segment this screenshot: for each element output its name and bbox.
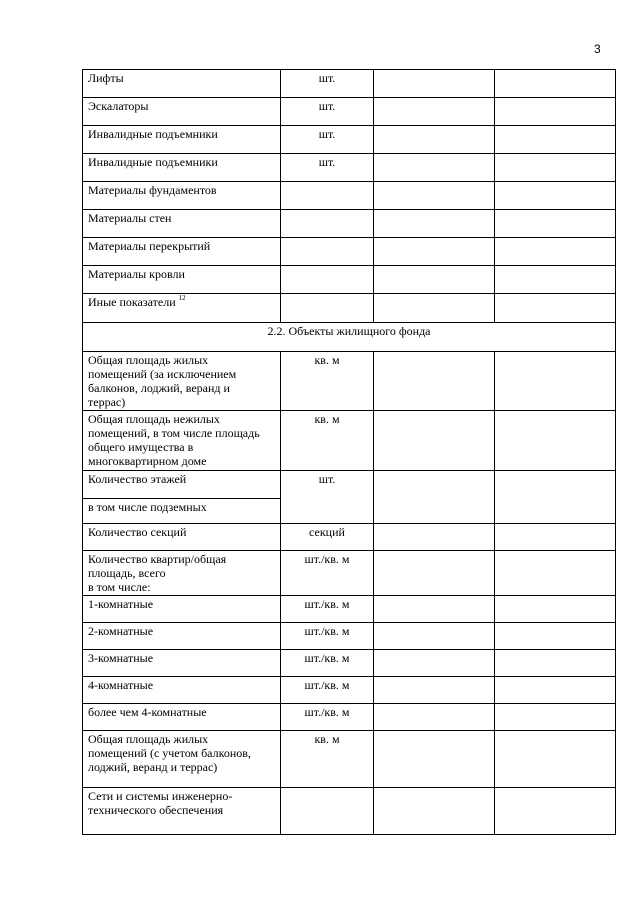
table-row	[83, 524, 616, 551]
value-cell	[495, 551, 616, 596]
indicator-name: Эскалаторы	[83, 98, 281, 126]
indicator-name: Общая площадь жилых помещений (за исключением балконов, лоджий, веранд и террас)	[83, 352, 281, 411]
indicators-table	[82, 69, 616, 835]
section-title: 2.2. Объекты жилищного фонда	[83, 323, 616, 352]
table-row	[83, 70, 616, 98]
value-cell	[495, 411, 616, 471]
value-cell	[495, 471, 616, 524]
table-row	[83, 266, 616, 294]
value-cell	[374, 623, 495, 650]
indicator-name: Общая площадь жилых помещений (с учетом балконов, лоджий, веранд и террас)	[83, 731, 281, 788]
indicator-name: более чем 4-комнатные	[83, 704, 281, 731]
unit-cell	[281, 238, 374, 266]
indicator-label: Иные показатели	[88, 295, 176, 309]
table-row	[83, 731, 616, 788]
indicator-name: Инвалидные подъемники	[83, 154, 281, 182]
table-row	[83, 471, 616, 499]
value-cell	[495, 266, 616, 294]
indicator-name	[83, 294, 281, 323]
unit-cell: шт./кв. м	[281, 551, 374, 596]
indicator-name: Количество этажей	[83, 471, 281, 499]
value-cell	[374, 704, 495, 731]
value-cell	[495, 294, 616, 323]
unit-cell: шт.	[281, 98, 374, 126]
value-cell	[374, 70, 495, 98]
indicator-name: Количество квартир/общая площадь, всего в том числе:	[83, 551, 281, 596]
value-cell	[495, 154, 616, 182]
unit-cell: кв. м	[281, 411, 374, 471]
unit-cell	[281, 182, 374, 210]
table-row	[83, 98, 616, 126]
unit-cell	[281, 788, 374, 835]
value-cell	[495, 623, 616, 650]
value-cell	[374, 411, 495, 471]
unit-cell: шт.	[281, 126, 374, 154]
unit-cell: шт.	[281, 70, 374, 98]
table-row	[83, 352, 616, 411]
indicator-name: 3-комнатные	[83, 650, 281, 677]
value-cell	[374, 677, 495, 704]
table-row	[83, 210, 616, 238]
value-cell	[495, 126, 616, 154]
table-row	[83, 182, 616, 210]
table-row	[83, 238, 616, 266]
unit-cell: кв. м	[281, 731, 374, 788]
indicator-name: Материалы стен	[83, 210, 281, 238]
unit-cell	[281, 210, 374, 238]
value-cell	[495, 677, 616, 704]
table-row	[83, 294, 616, 323]
table-row	[83, 788, 616, 835]
value-cell	[495, 788, 616, 835]
unit-cell	[281, 266, 374, 294]
value-cell	[374, 182, 495, 210]
unit-cell: шт./кв. м	[281, 704, 374, 731]
value-cell	[374, 788, 495, 835]
unit-cell: шт./кв. м	[281, 650, 374, 677]
value-cell	[495, 182, 616, 210]
value-cell	[495, 650, 616, 677]
value-cell	[495, 524, 616, 551]
unit-cell: шт./кв. м	[281, 623, 374, 650]
value-cell	[374, 551, 495, 596]
table-row	[83, 551, 616, 596]
value-cell	[374, 596, 495, 623]
value-cell	[374, 126, 495, 154]
table-row	[83, 623, 616, 650]
value-cell	[495, 70, 616, 98]
indicator-name: 2-комнатные	[83, 623, 281, 650]
value-cell	[495, 210, 616, 238]
value-cell	[374, 238, 495, 266]
value-cell	[374, 266, 495, 294]
value-cell	[374, 731, 495, 788]
value-cell	[495, 704, 616, 731]
value-cell	[495, 596, 616, 623]
value-cell	[495, 731, 616, 788]
indicator-name: в том числе подземных	[83, 499, 281, 524]
value-cell	[374, 98, 495, 126]
indicator-name: Инвалидные подъемники	[83, 126, 281, 154]
unit-cell: шт.	[281, 471, 374, 524]
value-cell	[495, 238, 616, 266]
indicator-name: Общая площадь нежилых помещений, в том числе площадь общего имущества в многоквартирном доме	[83, 411, 281, 471]
unit-cell: шт./кв. м	[281, 596, 374, 623]
table-row	[83, 411, 616, 471]
value-cell	[374, 352, 495, 411]
value-cell	[374, 294, 495, 323]
indicator-name: Количество секций	[83, 524, 281, 551]
page-number: 3	[594, 42, 601, 56]
table-row	[83, 154, 616, 182]
table-row	[83, 126, 616, 154]
indicator-name: 4-комнатные	[83, 677, 281, 704]
table-row	[83, 677, 616, 704]
value-cell	[374, 524, 495, 551]
unit-cell: секций	[281, 524, 374, 551]
value-cell	[374, 650, 495, 677]
value-cell	[374, 210, 495, 238]
footnote-marker: 12	[178, 294, 186, 302]
indicator-name: 1-комнатные	[83, 596, 281, 623]
indicator-name: Материалы кровли	[83, 266, 281, 294]
unit-cell	[281, 294, 374, 323]
indicator-name: Материалы фундаментов	[83, 182, 281, 210]
unit-cell: кв. м	[281, 352, 374, 411]
table-row	[83, 596, 616, 623]
table-row	[83, 650, 616, 677]
indicator-name: Сети и системы инженерно- технического обеспечения	[83, 788, 281, 835]
value-cell	[495, 98, 616, 126]
value-cell	[495, 352, 616, 411]
unit-cell: шт./кв. м	[281, 677, 374, 704]
section-row	[83, 323, 616, 352]
value-cell	[374, 154, 495, 182]
unit-cell: шт.	[281, 154, 374, 182]
table-row	[83, 704, 616, 731]
value-cell	[374, 471, 495, 524]
indicator-name: Материалы перекрытий	[83, 238, 281, 266]
indicator-name: Лифты	[83, 70, 281, 98]
